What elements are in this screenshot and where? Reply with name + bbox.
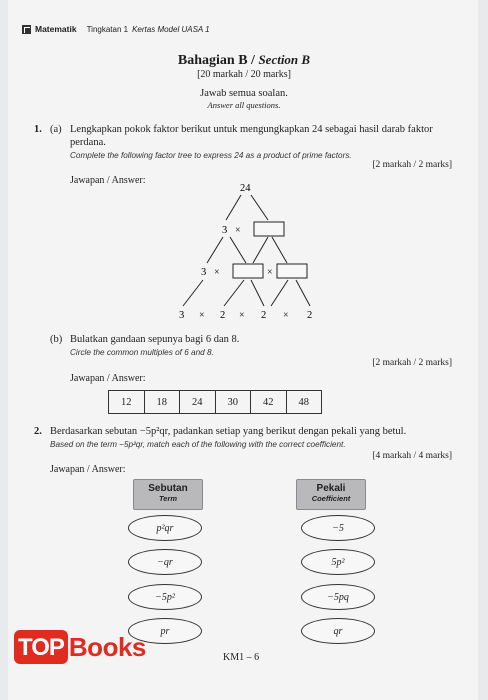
tree-branch: [207, 237, 223, 263]
term-oval[interactable]: pr: [128, 618, 202, 644]
section-title-en: Section B: [258, 52, 311, 67]
tree-times: ×: [199, 310, 205, 321]
tree-l2-left: 3: [201, 267, 207, 278]
page-header: [22, 24, 210, 34]
tree-branch: [253, 237, 268, 263]
answer-box[interactable]: [254, 222, 284, 236]
tree-branch: [272, 237, 287, 263]
q1a-label: (a): [50, 124, 62, 135]
term-oval[interactable]: p²qr: [128, 515, 202, 541]
coefficient-header: [296, 479, 366, 510]
tree-branch: [230, 237, 246, 263]
term-header-en: Term: [158, 494, 178, 503]
tree-branch: [271, 280, 288, 306]
tree-leaf: 2: [220, 310, 226, 321]
tree-branch: [296, 280, 310, 306]
multiple-cell[interactable]: 12: [109, 391, 145, 413]
section-title: Bahagian B / Section B: [177, 52, 311, 68]
tree-branch: [226, 195, 241, 220]
page-code: KM1 – 6: [223, 652, 260, 663]
paper-label: Kertas Model UASA 1: [132, 24, 210, 34]
q1a-text-en: Complete the following factor tree to express 24 as a product of prime factors.: [70, 151, 352, 160]
multiple-cell[interactable]: 30: [216, 391, 252, 413]
tree-times: ×: [267, 267, 273, 278]
q2-answer-label: Jawapan / Answer:: [50, 464, 126, 475]
tree-leaf: 2: [307, 310, 313, 321]
coefficient-header-ms: Pekali: [316, 483, 346, 494]
term-header-ms: Sebutan: [148, 483, 188, 494]
level-label: Tingkatan 1: [86, 24, 129, 34]
q1a-marks: [2 markah / 2 marks]: [372, 160, 452, 170]
q2-text-ms: Berdasarkan sebutan −5p²qr, padankan setiap yang berikut dengan pekali yang betul.: [50, 426, 407, 437]
tree-times: ×: [239, 310, 245, 321]
q1b-text-en: Circle the common multiples of 6 and 8.: [70, 348, 214, 357]
q1b-label: (b): [50, 334, 63, 345]
brand-top: TOP: [14, 630, 68, 664]
q1b-answer-label: Jawapan / Answer:: [70, 373, 146, 384]
tree-times: ×: [235, 225, 241, 236]
topbooks-watermark-logo: [14, 630, 146, 664]
tree-branch: [183, 280, 203, 306]
q2-number: 2.: [34, 426, 42, 437]
answer-box[interactable]: [277, 264, 307, 278]
section-title-ms: Bahagian B: [177, 53, 248, 68]
tree-l1-left: 3: [222, 225, 228, 236]
q2-text-en: Based on the term −5p²qr, match each of the following with the correct coefficient.: [50, 440, 346, 449]
multiple-cell[interactable]: 24: [180, 391, 216, 413]
answer-box[interactable]: [233, 264, 263, 278]
q1b-marks: [2 markah / 2 marks]: [372, 358, 452, 368]
tree-root: 24: [240, 183, 251, 194]
tree-times: ×: [283, 310, 289, 321]
multiple-cell[interactable]: 48: [298, 396, 309, 408]
factor-tree: [150, 180, 350, 325]
q1a-text-ms-line2: perdana.: [70, 137, 106, 148]
tree-leaf: 2: [261, 310, 267, 321]
q1-number: 1.: [34, 124, 42, 135]
multiple-cell[interactable]: 42: [251, 391, 287, 413]
section-marks: [20 markah / 20 marks]: [197, 69, 291, 80]
term-header: [133, 479, 203, 510]
tree-leaf: 3: [179, 310, 185, 321]
coefficient-header-en: Coefficient: [311, 494, 351, 503]
q1b-text-ms: Bulatkan gandaan sepunya bagi 6 dan 8.: [70, 334, 240, 345]
instruction-ms: Jawab semua soalan.: [200, 88, 288, 99]
q1a-answer-label: Jawapan / Answer:: [70, 175, 146, 186]
instruction-en: Answer all questions.: [207, 100, 281, 110]
tree-branch: [224, 280, 244, 306]
brand-books: Books: [68, 631, 146, 662]
publisher-logo-icon: [22, 25, 31, 34]
multiple-cell[interactable]: 18: [145, 391, 181, 413]
tree-branch: [251, 280, 264, 306]
tree-times: ×: [214, 267, 220, 278]
q1a-text-ms-line1: Lengkapkan pokok faktor berikut untuk mengungkapkan 24 sebagai hasil darab faktor: [70, 124, 433, 135]
multiples-table: [108, 390, 322, 414]
term-oval[interactable]: −5p²: [128, 584, 202, 610]
tree-branch: [251, 195, 268, 220]
term-oval[interactable]: −qr: [128, 549, 202, 575]
coefficient-oval[interactable]: −5: [301, 515, 375, 541]
q2-marks: [4 markah / 4 marks]: [372, 451, 452, 461]
coefficient-oval[interactable]: 5p²: [301, 549, 375, 575]
subject-label: Matematik: [35, 24, 77, 34]
coefficient-oval[interactable]: qr: [301, 618, 375, 644]
coefficient-oval[interactable]: −5pq: [301, 584, 375, 610]
